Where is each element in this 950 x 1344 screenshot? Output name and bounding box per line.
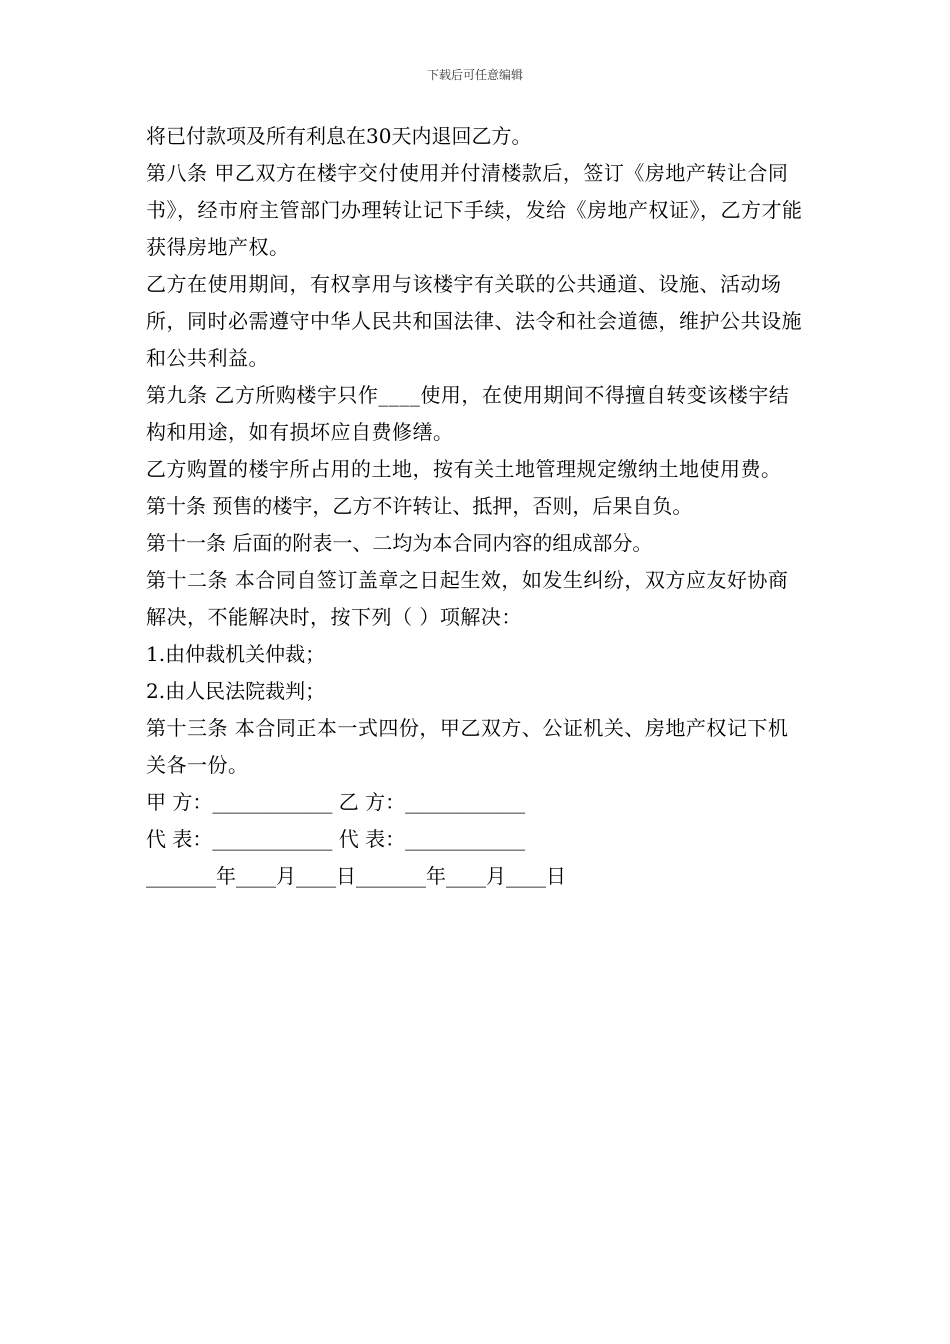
signature-party-line: 甲 方：____________ 乙 方：____________ xyxy=(146,790,526,814)
signature-representative-line: 代 表：____________ 代 表：____________ xyxy=(146,827,526,851)
paragraph-article-11: 第十一条 后面的附表一、二均为本合同内容的组成部分。 xyxy=(146,531,653,555)
paragraph-article-10: 第十条 预售的楼宇，乙方不许转让、抵押，否则，后果自负。 xyxy=(146,494,693,518)
paragraph-option-1: 1.由仲裁机关仲裁； xyxy=(146,642,326,666)
paragraph-option-2: 2.由人民法院裁判； xyxy=(146,679,326,703)
paragraph-article-12: 第十二条 本合同自签订盖章之日起生效，如发生纠纷，双方应友好协商解决，不能解决时，按下列（ ）项解决： xyxy=(146,568,789,629)
document-body xyxy=(146,118,806,895)
paragraph-usage-rights: 乙方在使用期间，有权享用与该楼宇有关联的公共通道、设施、活动场所，同时必需遵守中华人民共和国法律、法令和社会道德，维护公共设施和公共利益。 xyxy=(146,272,802,370)
paragraph-article-8: 第八条 甲乙双方在楼宇交付使用并付清楼款后，签订《房地产转让合同书》，经市府主管部门办理转让记下手续，发给《房地产权证》，乙方才能获得房地产权。 xyxy=(146,161,803,259)
paragraph-refund: 将已付款项及所有利息在30天内退回乙方。 xyxy=(146,124,532,148)
signature-date-line: _______年____月____日_______年____月____日 xyxy=(146,864,566,888)
page-header-note: 下载后可任意编辑 xyxy=(426,68,523,82)
paragraph-article-9: 第九条 乙方所购楼宇只作____使用，在使用期间不得擅自转变该楼宇结构和用途，如有损坏应自费修缮。 xyxy=(146,383,790,444)
paragraph-land-fee: 乙方购置的楼宇所占用的土地，按有关土地管理规定缴纳土地使用费。 xyxy=(146,457,782,481)
paragraph-article-13: 第十三条 本合同正本一式四份，甲乙双方、公证机关、房地产权记下机关各一份。 xyxy=(146,716,789,777)
